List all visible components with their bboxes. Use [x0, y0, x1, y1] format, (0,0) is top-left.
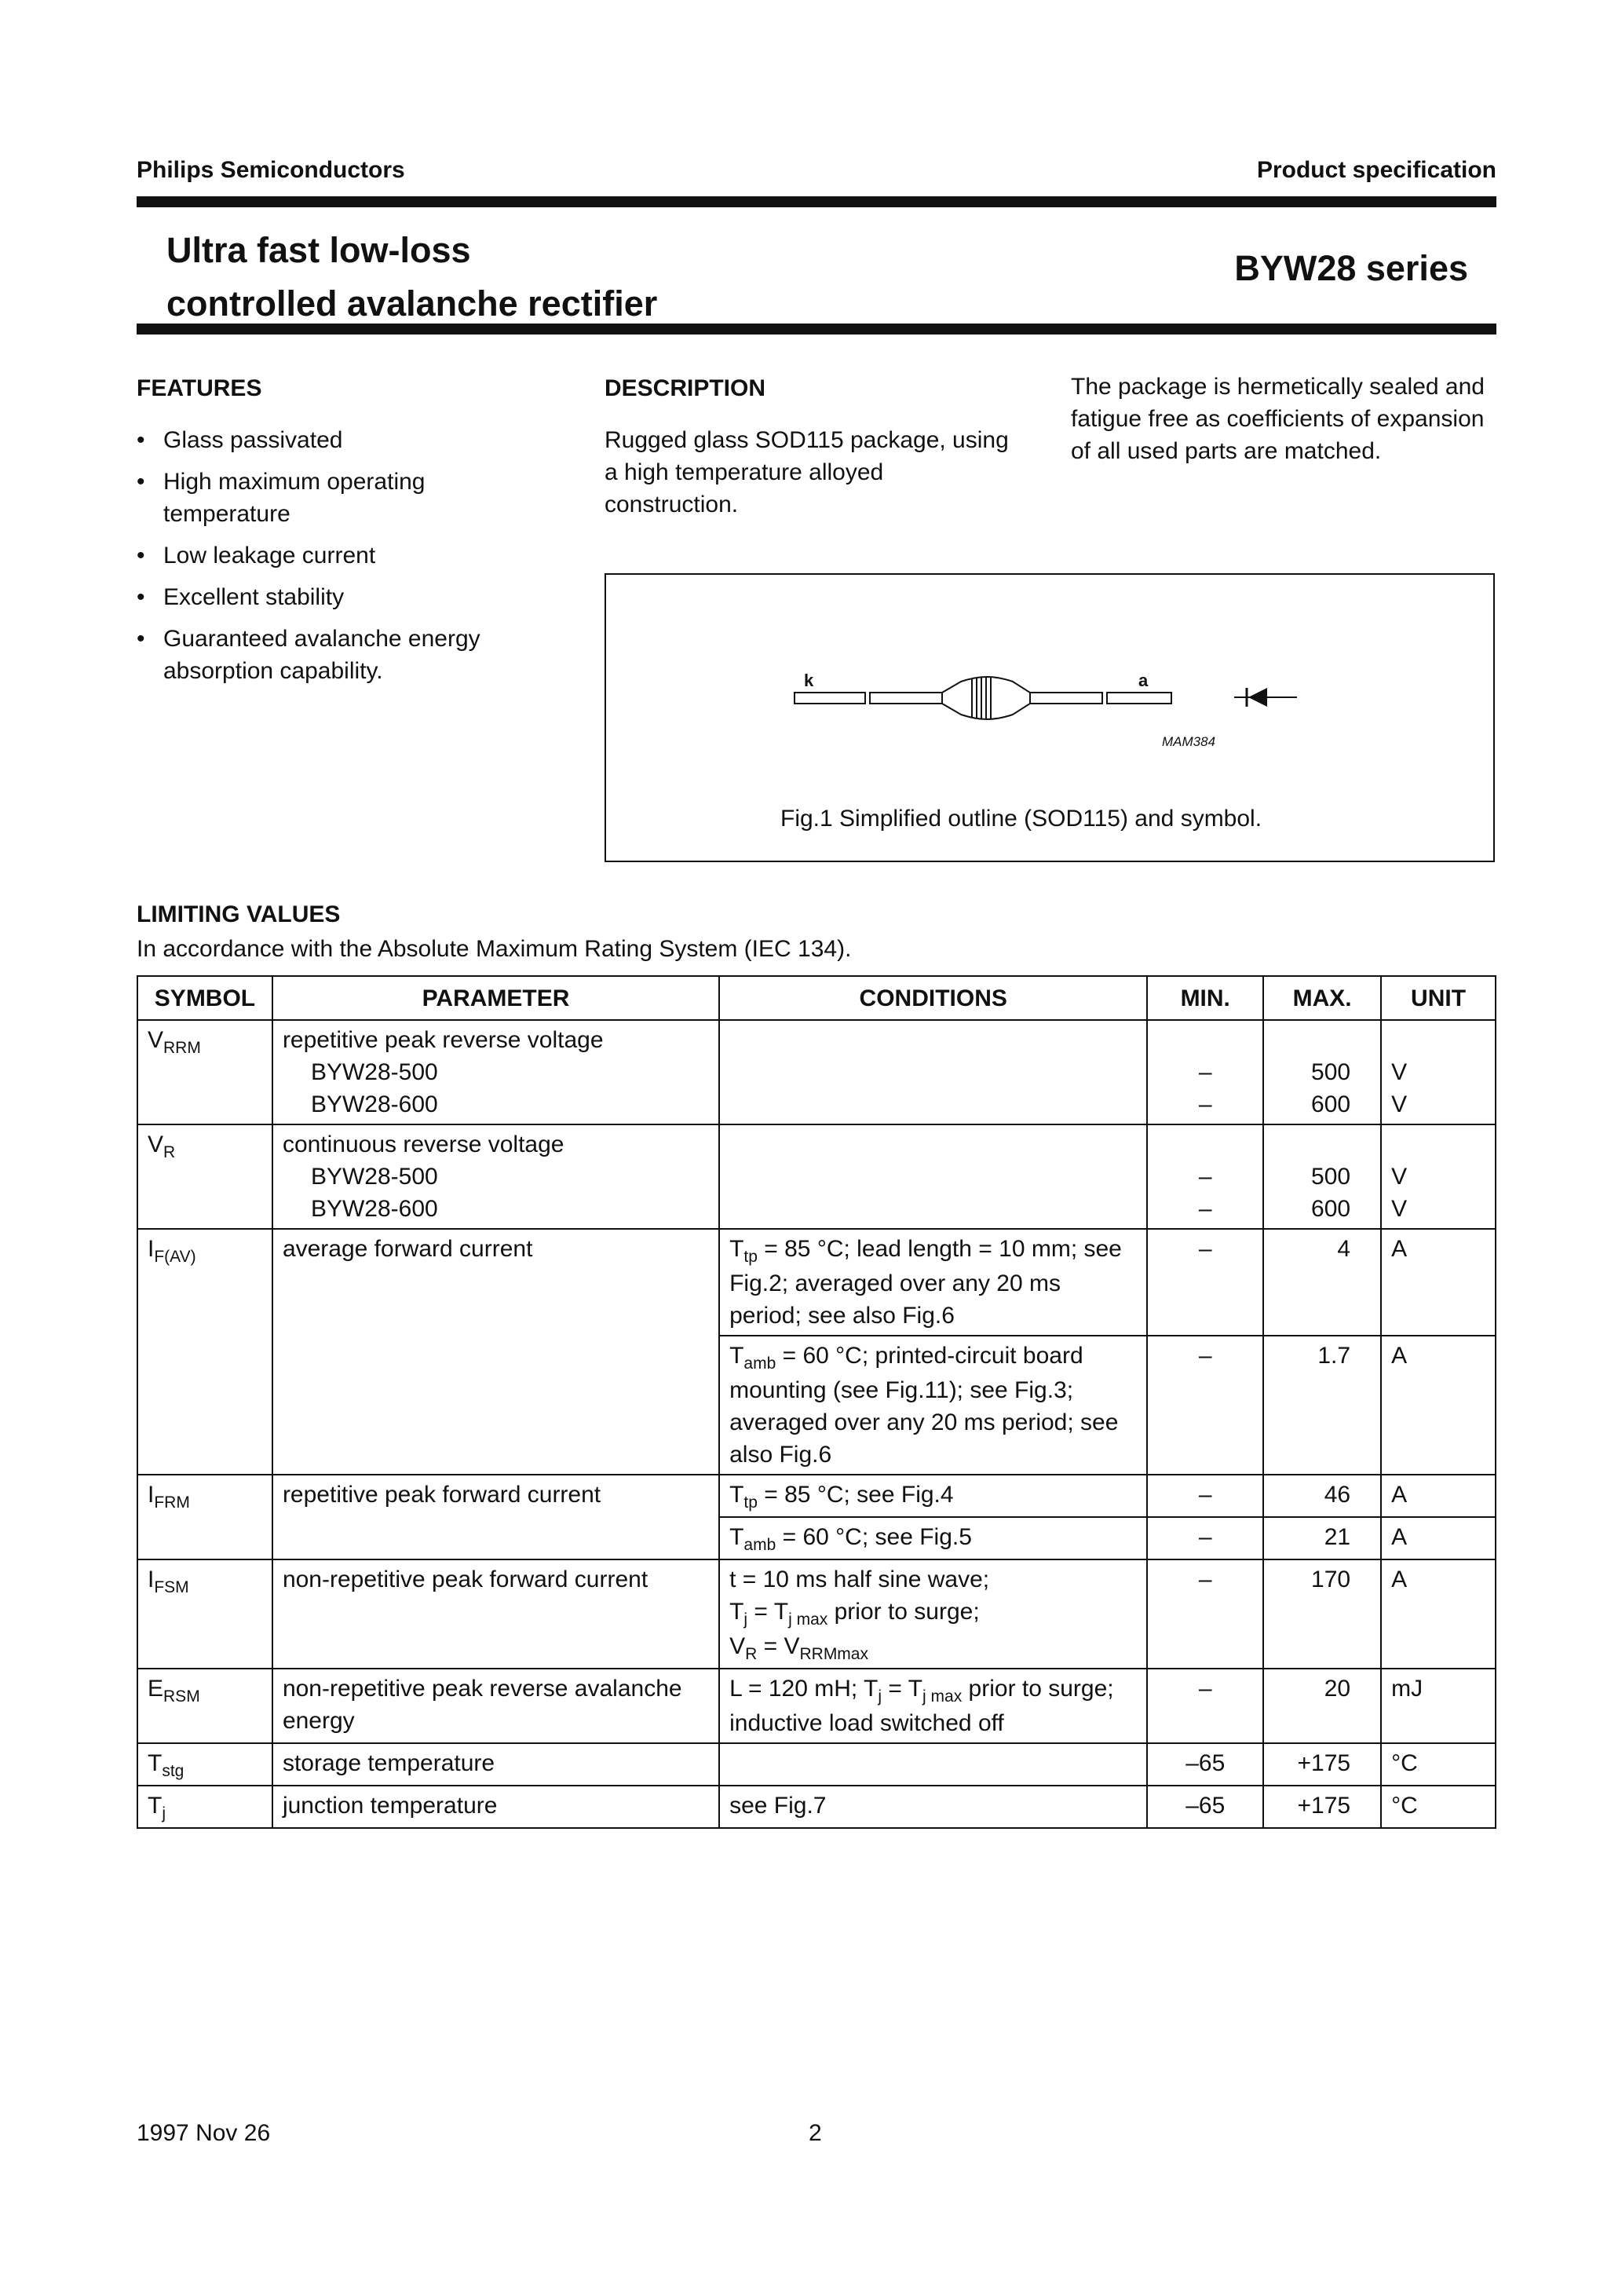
header-rule-top [137, 196, 1496, 207]
list-item: • Excellent stability [137, 581, 553, 613]
max-cell: 1.7 [1263, 1336, 1381, 1475]
symbol-cell: $V_{RRM}$ [137, 1020, 272, 1124]
limiting-values-heading: LIMITING VALUES [137, 901, 341, 927]
table-row [137, 1669, 1496, 1743]
table-row [137, 1229, 1496, 1336]
parameter-cell: non-repetitive peak forward current [272, 1559, 719, 1669]
unit-cell: °C [1381, 1786, 1496, 1828]
symbol-cell: $V_R$ [137, 1124, 272, 1229]
list-item: • High maximum operating temperature [137, 466, 553, 530]
parameter-cell: average forward current [272, 1229, 719, 1475]
parameter-cell: continuous reverse voltage BYW28-500 BYW28-600 [272, 1124, 719, 1229]
title-line-2: controlled avalanche rectifier [166, 283, 658, 324]
min-cell: – – [1147, 1020, 1263, 1124]
list-item: • Glass passivated [137, 424, 553, 456]
min-cell: – [1147, 1229, 1263, 1336]
parameter-cell: non-repetitive peak reverse avalanche energy [272, 1669, 719, 1743]
limiting-values-intro: In accordance with the Absolute Maximum Rating System (IEC 134). [137, 936, 852, 962]
conditions-cell [719, 1124, 1147, 1229]
table-row [137, 1559, 1496, 1669]
description-heading: DESCRIPTION [605, 375, 766, 401]
conditions-cell: $T_{tp} = 85$ °C; lead length = 10 mm; see Fig.2; averaged over any 20 ms period; see also Fig.6 [719, 1229, 1147, 1336]
diode-symbol-icon [1248, 688, 1267, 707]
table-row [137, 1124, 1496, 1229]
label-a: a [1138, 671, 1149, 690]
max-cell: 500 600 [1263, 1020, 1381, 1124]
max-cell: 46 [1263, 1475, 1381, 1517]
conditions-cell: t = 10 ms half sine wave; $T_j = T_{j max}$ prior to surge; $V_R = V_{RRMmax}$ [719, 1559, 1147, 1669]
min-cell: – – [1147, 1124, 1263, 1229]
unit-cell: °C [1381, 1743, 1496, 1786]
symbol-cell: $I_{F(AV)}$ [137, 1229, 272, 1475]
series-name: BYW28 series [1234, 248, 1468, 288]
symbol-cell: $T_{stg}$ [137, 1743, 272, 1786]
min-cell: – [1147, 1475, 1263, 1517]
figure-box [605, 573, 1495, 862]
col-min: MIN. [1147, 976, 1263, 1020]
features-heading: FEATURES [137, 375, 262, 401]
features-list [137, 424, 553, 687]
parameter-cell: repetitive peak reverse voltage BYW28-500 BYW28-600 [272, 1020, 719, 1124]
conditions-cell: $T_{amb} = 60$ °C; printed-circuit board mounting (see Fig.11); see Fig.3; averaged over any 20 ms period; see also Fig.6 [719, 1336, 1147, 1475]
max-cell: 500 600 [1263, 1124, 1381, 1229]
company-name: Philips Semiconductors [137, 157, 405, 183]
limiting-values-table [137, 975, 1496, 1829]
min-cell: – [1147, 1669, 1263, 1743]
lead-right-outer [1107, 693, 1171, 704]
features-section [137, 375, 553, 696]
max-cell: 20 [1263, 1669, 1381, 1743]
max-cell: 4 [1263, 1229, 1381, 1336]
symbol-cell: $I_{FRM}$ [137, 1475, 272, 1559]
unit-cell: A [1381, 1336, 1496, 1475]
doc-type: Product specification [1256, 157, 1496, 183]
label-k: k [804, 671, 814, 690]
description-text-2: The package is hermetically sealed and fatigue free as coefficients of expansion of all used parts are matched. [1071, 374, 1485, 464]
min-cell: – [1147, 1336, 1263, 1475]
lead-left-inner [870, 693, 942, 704]
page-title [166, 224, 657, 331]
max-cell: +175 [1263, 1743, 1381, 1786]
conditions-cell [719, 1020, 1147, 1124]
table-row [137, 1475, 1496, 1517]
unit-cell: mJ [1381, 1669, 1496, 1743]
conditions-cell [719, 1743, 1147, 1786]
list-item: • Low leakage current [137, 539, 553, 572]
symbol-cell: $T_j$ [137, 1786, 272, 1828]
col-unit: UNIT [1381, 976, 1496, 1020]
figure-code: MAM384 [1162, 734, 1216, 749]
max-cell: +175 [1263, 1786, 1381, 1828]
unit-cell: A [1381, 1559, 1496, 1669]
unit-cell: A [1381, 1517, 1496, 1559]
parameter-cell: repetitive peak forward current [272, 1475, 719, 1559]
col-max: MAX. [1263, 976, 1381, 1020]
min-cell: – [1147, 1559, 1263, 1669]
list-item: • Guaranteed avalanche energy absorption capability. [137, 623, 553, 687]
max-cell: 170 [1263, 1559, 1381, 1669]
conditions-cell: $T_{tp} = 85$ °C; see Fig.4 [719, 1475, 1147, 1517]
min-cell: – [1147, 1517, 1263, 1559]
unit-cell: V V [1381, 1124, 1496, 1229]
header-rule-bottom [137, 324, 1496, 335]
lead-left-outer [795, 693, 865, 704]
unit-cell: A [1381, 1475, 1496, 1517]
col-symbol: SYMBOL [137, 976, 272, 1020]
lead-right-inner [1030, 693, 1102, 704]
conditions-cell: L = 120 mH; $T_j = T_{j max}$ prior to surge; inductive load switched off [719, 1669, 1147, 1743]
parameter-cell: storage temperature [272, 1743, 719, 1786]
table-row [137, 1020, 1496, 1124]
description-text-1: Rugged glass SOD115 package, using a high temperature alloyed construction. [605, 427, 1009, 517]
unit-cell: A [1381, 1229, 1496, 1336]
symbol-cell: $I_{FSM}$ [137, 1559, 272, 1669]
max-cell: 21 [1263, 1517, 1381, 1559]
conditions-cell: $T_{amb} = 60$ °C; see Fig.5 [719, 1517, 1147, 1559]
col-conditions: CONDITIONS [719, 976, 1147, 1020]
table-header-row [137, 976, 1496, 1020]
unit-cell: V V [1381, 1020, 1496, 1124]
description-section [605, 375, 1021, 521]
title-line-1: Ultra fast low-loss [166, 230, 471, 270]
figure-caption: Fig.1 Simplified outline (SOD115) and symbol. [780, 806, 1262, 832]
page-number: 2 [809, 2120, 822, 2146]
footer-date: 1997 Nov 26 [137, 2120, 271, 2146]
parameter-cell: junction temperature [272, 1786, 719, 1828]
conditions-cell: see Fig.7 [719, 1786, 1147, 1828]
symbol-cell: $E_{RSM}$ [137, 1669, 272, 1743]
table-row [137, 1743, 1496, 1786]
col-parameter: PARAMETER [272, 976, 719, 1020]
min-cell: –65 [1147, 1786, 1263, 1828]
min-cell: –65 [1147, 1743, 1263, 1786]
table-row [137, 1786, 1496, 1828]
